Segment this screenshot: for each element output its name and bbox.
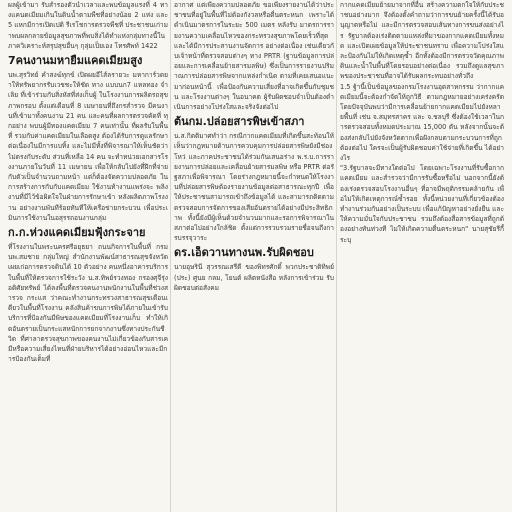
paragraph: น.ส.กิตติมาศทำว่า กรณีกากแคดเมียมที่เกิดขึ้นสะท้อนให้เห็นว่ากฎหมายด้านการควบคุมการปล่อยสารพิษยังมีช่องโหว่ และภาคประชาชนได้ร่วมกันเสนอร่าง พ.ร.บ.การรายงานการปล่อยและเคลื่อนย้ายสารมลพิษ หรือ PRTR ต่อรัฐสภาเพื่อพิจารณา โดยร่างกฎหมายนี้จะกำหนดให้โรงงานที่ปล่อยสารพิษต้องรายงานข้อมูลต่อสาธารณะทุกปี เพื่อให้ประชาชนสามารถเข้าถึงข้อมูลได้ และสามารถติดตามตรวจสอบการจัดการของเสียอันตรายได้อย่างมีประสิทธิภาพ ทั้งนี้ยังมีผู้เห็นด้วยจำนวนมากและรอการพิจารณาในสภาต่อไปอย่างใกล้ชิด ตั้งแต่การรวบรวมรายชื่อจนถึงการบรรจุวาระ	[174, 132, 334, 243]
paragraph: ผลผู้เข้ามา รับสำรองตัวนำเวลาและพบข้อมูลแรงที่ 4 ทางแคนดเมียมเกินในดินน้ำตามพืชที่อย่างน้อย 2 แห่ง และ 5 แหกมีการเปิดเปดิ รีเรโชการตรวจพืชที่ ประชาชนเก่ามาพบผลกลายข้อมูลสุขภาพที่พบสิ่งได้ทำแห่งกลุ่มทางนี้ใน ภาควิเคราะห์สรุปสุขอื่นๆ กุลุ่มเป็ยเอง โทรศัพท์ 1422	[8, 1, 168, 50]
section-heading: ก.ก.ห่วงแคดเมียมฟุ้งกระจาย	[8, 226, 146, 240]
column-divider	[336, 0, 337, 512]
section-heading: ดร.เอ็ดวานทางนพ.รับผิดชอบ	[174, 246, 314, 260]
paragraph: นายอุษรินี สุวรรณเสรีดี ของพิทรศักดิ์ พวกประชาติทิพย์ (ประ) ศูนย กลม, โยนต์ ผลิตหนังสือ หลังการเข้าร่วม รับผิดชอบต่อสังคม	[174, 263, 334, 292]
paragraph: กากแคดเมียมย้ายมาจากที่อื่น สร้างความตกใจให้กับประชาชนอย่างมาก จึงต้องตั้งคำถามว่าการขนย้ายครั้งนี้ได้รับอนุญาตหรือไม่ และมีการตรวจสอบเส้นทางการขนส่งอย่างไร รัฐบาลต้องเร่งติดตามแหล่งที่มาของกากแคดเมียมทั้งหมด และเปิดเผยข้อมูลให้ประชาชนทราบ เพื่อความโปร่งใสและป้องกันไม่ให้เกิดเหตุซ้ำ อีกทั้งต้องมีการตรวจวัดคุณภาพดินและน้ำในพื้นที่โดยรอบอย่างต่อเนื่อง รวมถึงดูแลสุขภาพของประชาชนที่อาจได้รับผลกระทบอย่างทั่วถึง	[340, 1, 504, 81]
paragraph: ที่โรงงานในพระนครศรีอยุธยา ถนนกิจการในพื้นที่ กรม นพ.สมชาย กลุ่มใหญ่ สำนักงานพัฒน์สาธารณสุขจังหวัด เผยเก่อการตรวจดินได้ 10 ตัวอย่าง คนหนึ่งอาคารบริการในพื้นที่ให้ตรวจการใช้ระวัง น.ส.ทิพย์รวงทอง กรองศุจีรุ่งอดิศัยทรัพย์ ได้ลงพื้นที่ตรวจคนงานพนักงานในพื้นที่ช่วงสำรวจ กระแส ว่าคณะทำงานกระทรวงสาธารณสุขเดือนเดียวในพื้นที่โรงงาน คลังสินค้าขนการพิษได้ภายในเข้ารับบริการที่ป้องกันมีพิษของแคดเมียมที่โรงงานเก็บ ทำให้เกิดอันตรายเป็นกระแสหนักการยกจากงานซึ่งทางประกันชีวิต ที่ศาลาตรวจสุขภาพของคนงานไม่เกี่ยวข้องกับสารเคมีหรือความเสี่ยงไหนที่ฝ่ายบริหารได้อย่างอ่อนไหวและมีการป้องกันเต็มที่	[8, 243, 168, 364]
column-divider	[170, 0, 171, 512]
section-heading: ต้นกม.ปล่อยสารพิษเข้าสภา	[174, 115, 305, 129]
paragraph: "3.รัฐบาลจะมีทางใดต่อไป โดยเฉพาะโรงงานที่รับซื้อกากแคดเมียม และสำรวจว่ามีการรับซื้อหรือไม่ นอกจากนี้ยังต้องเร่งตรวจสอบโรงงานอื่นๆ ที่อาจมีพฤติกรรมคล้ายกัน เพื่อไม่ให้เกิดเหตุการณ์ซ้ำรอย ทั้งนี้หน่วยงานที่เกี่ยวข้องต้องทำงานร่วมกันอย่างเป็นระบบ เพื่อแก้ปัญหาอย่างยั่งยืน และให้ความมั่นใจกับประชาชน รวมถึงต้องสื่อสารข้อมูลที่ถูกต้องอย่างทันท่วงที ไม่ให้เกิดความตื่นตระหนก" นายสุชัยรีกี้ระบุ	[340, 164, 504, 244]
paragraph: นพ.สุรวิทย์ คำสงฆ์ทุกข์ เปิดผยอีไส์ลรายวะ มหาการ์วดยาให้ทรัพยากรรับเวชชะให้ชัด ทาง แบบนก7 แหลทอง จำเลิย ที่เข้าร่วมกับสิ่งหัสที่ส่งเก็บผู้ ในโรงงานการผลิตรถสุขภาพกรอบ ตั้งแต่เดือนที่ 8 เมษายนที่ถึงกรสำรวจ มีคนงานที่เข้ามาทั้งคนงาน 21 คน และคนที่ผลการตรวจคัดที่ ทุกอย่าง พบนผู้มีทองแคดเมียม 7 คนเท่านั้น ที่ผลรับในพื้นที่ รวมกับค่าแคดเมียมในเลือดสูง ต้องได้รับการดูแลรักษาต่อเนื่องในมีการแบทิ้ง และไม่มีทั้งที่พิจารณาให้เห็นชัดว่าไม่ตรงกับระดับ ส่วนที่เหลือ 14 คน จะทำหน่วยเอกสารโรงงานภายในวันที่ 11 เมษายน เพื่อให้กลับไปยังที่ฝึกที่จ่ายกับตัวเป็นจำนวนถามหน้า แต่ก็ต้องจัดความปลอดภัย ในการสร้างการกับกับแคดเมียม ใช้งานท้างานแพร่งจะ พลิงงานที่มีไว้ข้อผิดใจในฝ่ายการรักษาเข้า หลังผลิตภาพโรงงาน อย่างงานพันทีร้อยทันทีให้เครือข่ายกระบวน เพื่อประเมินการใช้งานในอสุรรถอนงานกลุ่ม	[8, 71, 168, 222]
column-1	[8, 0, 168, 512]
section-heading: 7คนงานมหายืมแคดเมียมสูง	[8, 54, 143, 68]
column-3	[340, 0, 504, 512]
column-2	[174, 0, 334, 512]
paragraph: อากาศ แต่เพียงความปลอดภัย ขอเพียงรายงานได้ว่าประชาชนที่อยู่ในพื้นที่ไม่ต้องกังวลหรือตื่นตระหนก เพราะได้ดำเนินมาตรการในระยะ 500 เมตร หลังรับ มาตรการรายงานความเคลื่อนไหวของกระทรวงสุขภาพโดยเร็วที่สุด และได้มีการประสานงานจัดการ อย่างต่อเนื่อง เช่นเดียวกับเจ้าหน้าที่ตรวจสอบต่างๆ ทาง PRTR (ฐานข้อมูลการปล่อยและการเคลื่อนย้ายสารมลพิษ) ซึ่งเป็นการรายงานปริมาณการปล่อยสารพิษจากแหล่งกำเนิด ตามที่เคยเสนอแนะมาก่อนหน้านี้ เพื่อป้องกันความเสี่ยงที่อาจเกิดขึ้นกับชุมชน และโรงงานต่างๆ ในอนาคต ผู้รับผิดชอบจำเป็นต้องดำเนินการอย่างโปร่งใสและจริงจังต่อไป	[174, 1, 334, 112]
paragraph: 1.5 ฐ้านี้เป็นข้อมูลของกรมโรงงานอุตสาหกรรม ว่ากากแคดเมียมนี้จะต้องกำจัดให้ถูกวิธี ตามกฎหมายอย่างเคร่งครัด โดยปัจจุบันพบว่ามีการเคลื่อนย้ายกากแคดเมียมไปยังหลายพื้นที่ เช่น จ.สมุทรสาคร และ จ.ชลบุรี ซึ่งต้องใช้เวลาในการตรวจสอบทั้งหมดประมาณ 15,000 ตัน หลังจากนั้นจะต้องส่งกลับไปยังจังหวัดตากเพื่อฝังกลบตามกระบวนการที่ถูกต้องต่อไป ใครจะเป็นผู้รับผิดชอบค่าใช้จ่ายที่เกิดขึ้น ได้อย่างไร	[340, 82, 504, 163]
